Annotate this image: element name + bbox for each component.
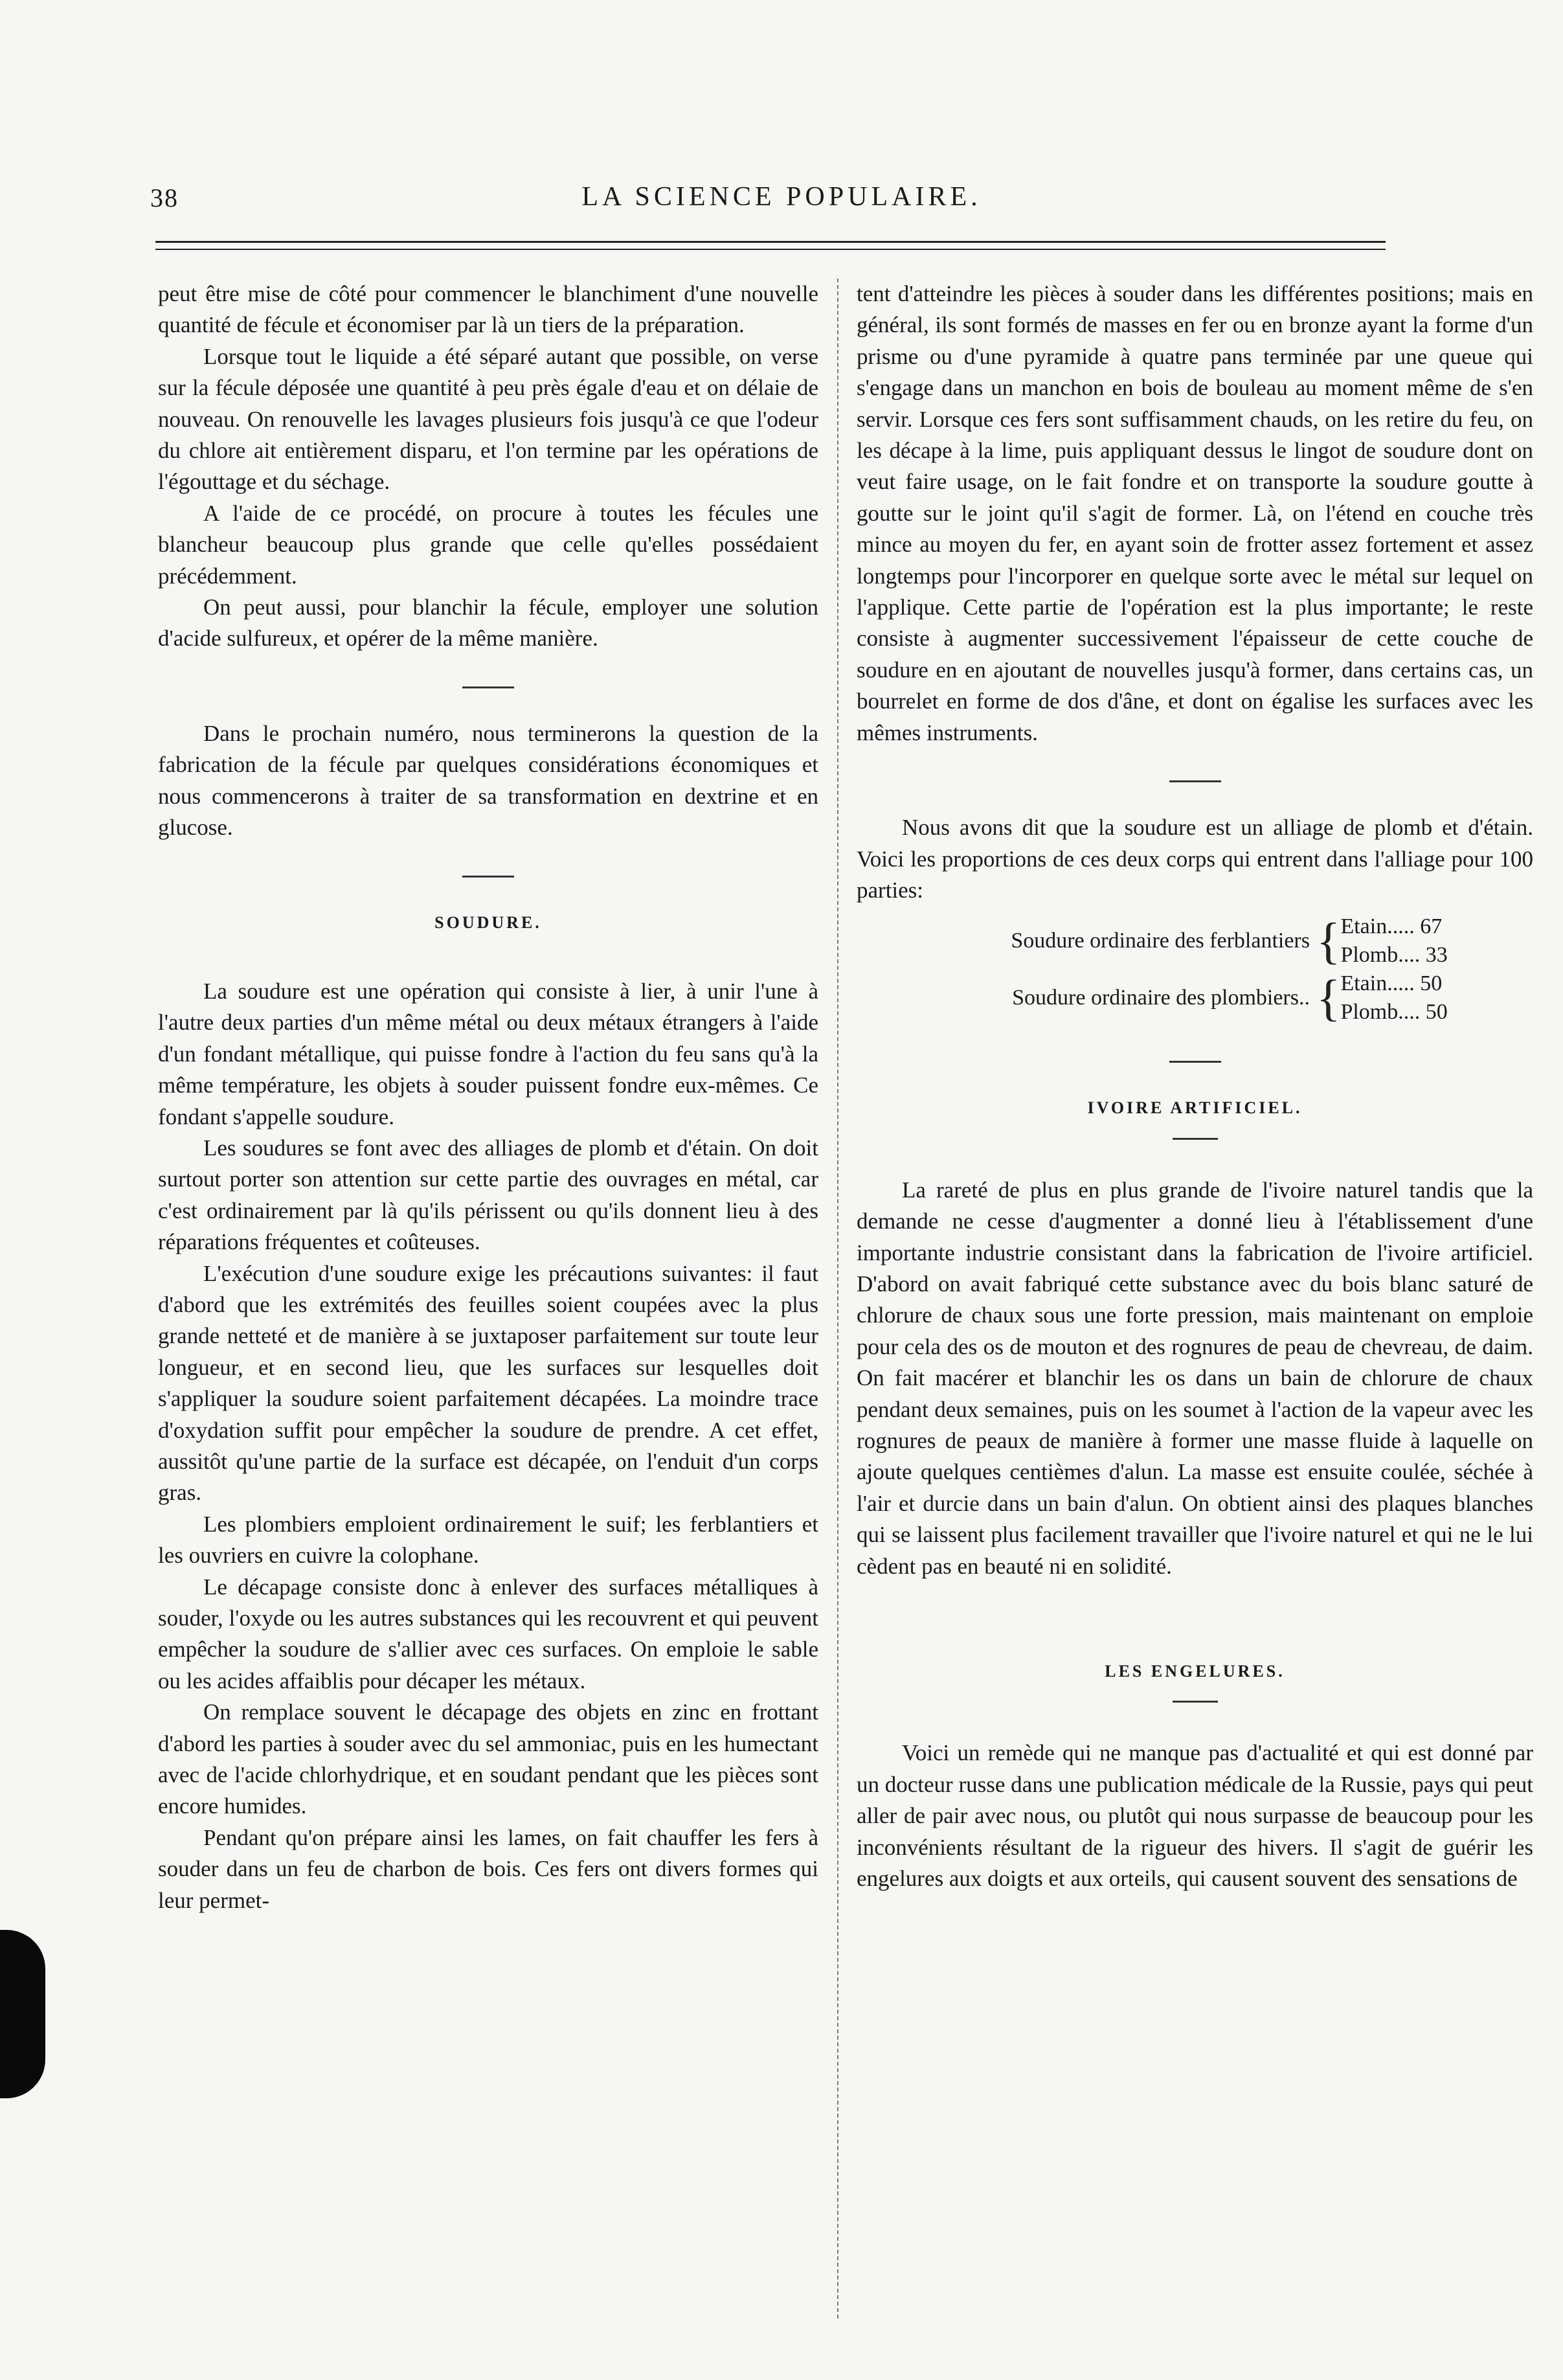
heading-dash [857, 1129, 1533, 1140]
table-row [857, 912, 1533, 969]
heading-dash [857, 1692, 1533, 1703]
alloy-component: Etain..... 67 [1340, 914, 1443, 939]
brace: { [1316, 912, 1341, 969]
alloy-component: Plomb.... 50 [1340, 1000, 1448, 1025]
paragraph: Les soudures se font avec des alliages de plomb et d'étain. On doit surtout porter son attention sur cette partie des ouvrages en métal, car c'est ordinairement par là qu'ils périssent ou qu'ils donnent lieu à des réparations fréquentes et coûteuses. [158, 1135, 818, 1255]
paragraph: Voici un remède qui ne manque pas d'actualité et qui est donné par un docteur russe dans une publication médicale de la Russie, pays qui peut aller de pair avec nous, ou plutôt qui nous surpasse de beaucoup pour les inconvénients résultant de la rigueur des hivers. Il s'agit de guérir les engelures aux doigts et aux orteils, qui causent souvent des sensations de [857, 1740, 1533, 1892]
section-separator [158, 678, 818, 688]
paragraph: Lorsque tout le liquide a été séparé autant que possible, on verse sur la fécule déposée une quantité à peu près égale d'eau et on délaie de nouveau. On renouvelle les lavages plusieurs fois jusqu'à ce que l'odeur du chlore ait entièrement disparu, et l'on termine par les opérations de l'égouttage et du séchage. [158, 343, 818, 495]
alloy-label: Soudure ordinaire des ferblantiers [1011, 929, 1310, 953]
page-number: 38 [150, 183, 179, 212]
paragraph: La rareté de plus en plus grande de l'ivoire naturel tandis que la demande ne cesse d'augmenter a donné lieu à l'établissement d'une importante industrie consistant dans la fabrication de l'ivoire artificiel. D'abord on avait fabriqué cette substance avec du bois blanc saturé de chlorure de chaux sous une forte pression, mais maintenant on emploie pour cela des os de mouton et des rognures de peau de chevreau, de daim. On fait macérer et blanchir les os dans un bain de chlorure de chaux pendant deux semaines, puis on les soumet à l'action de la vapeur avec les rognures de peaux de manière à former une masse fluide à laquelle on ajoute quelques centièmes d'alun. La masse est ensuite coulée, séchée à l'air et durcie dans un bain d'alun. On obtient ainsi des plaques blanches qui se laissent plus facilement travailler que l'ivoire naturel et qui ne le lui cèdent pas en beauté ni en solidité. [857, 1177, 1533, 1579]
paragraph: Le décapage consiste donc à enlever des surfaces métalliques à souder, l'oxyde ou les autres substances qui les recouvrent et qui peuvent empêcher la soudure de s'allier avec ces surfaces. On emploie le sable ou les acides affaiblis pour décaper les métaux. [158, 1574, 818, 1694]
solder-proportions-table [857, 912, 1533, 1026]
column-divider [837, 278, 838, 2318]
section-separator [158, 867, 818, 878]
paragraph: Pendant qu'on prépare ainsi les lames, on fait chauffer les fers à souder dans un feu de charbon de bois. Ces fers ont divers formes qui leur permet- [158, 1824, 818, 1913]
section-separator [857, 772, 1533, 782]
header-rule [155, 241, 1386, 243]
alloy-label: Soudure ordinaire des plombiers.. [1012, 986, 1310, 1010]
section-heading-soudure: SOUDURE. [434, 912, 542, 932]
scan-edge-mark [0, 1930, 45, 2098]
brace: { [1316, 969, 1341, 1026]
section-heading-ivoire: IVOIRE ARTIFICIEL. [1087, 1098, 1303, 1118]
alloy-component: Plomb.... 33 [1340, 943, 1448, 968]
paragraph: Dans le prochain numéro, nous terminerons la question de la fabrication de la fécule par quelques considérations économiques et nous commencerons à traiter de sa transformation en dextrine et en glucose. [158, 720, 818, 841]
paragraph: Nous avons dit que la soudure est un alliage de plomb et d'étain. Voici les proportions de ces deux corps qui entrent dans l'alliage pour 100 parties: [857, 815, 1533, 903]
left-column [158, 278, 818, 2318]
paragraph: A l'aide de ce procédé, on procure à toutes les fécules une blancheur beaucoup plus grande que celle qu'elles possédaient précédemment. [158, 500, 818, 589]
right-column [857, 278, 1533, 2318]
paragraph: On remplace souvent le décapage des objets en zinc en frottant d'abord les parties à souder avec du sel ammoniac, puis en les humectant avec de l'acide chlorhydrique, et en soudant pendant que les pièces sont encore humides. [158, 1699, 818, 1819]
section-heading-engelures: LES ENGELURES. [1105, 1662, 1285, 1681]
paragraph: La soudure est une opération qui consiste à lier, à unir l'une à l'autre deux parties d'un même métal ou deux métaux étrangers à l'aide d'un fondant métallique, qui puisse fondre à l'action du feu sans qu'à la même température, les objets à souder puissent fondre eux-mêmes. Ce fondant s'appelle soudure. [158, 978, 818, 1129]
table-row [857, 969, 1533, 1026]
paragraph: Les plombiers emploient ordinairement le suif; les ferblantiers et les ouvriers en cuivre la colophane. [158, 1511, 818, 1569]
header-rule-thin [155, 249, 1386, 250]
running-head: LA SCIENCE POPULAIRE. [581, 182, 982, 212]
paragraph: tent d'atteindre les pièces à souder dans les différentes positions; mais en général, ils sont formés de masses en fer ou en bronze ayant la forme d'un prisme ou d'une pyramide à quatre pans terminée par une queue qui s'engage dans un manchon en bois de bouleau au moment même de s'en servir. Lorsque ces fers sont suffisamment chauds, on les retire du feu, on les décape à la lime, puis appliquant dessus le lingot de soudure dont on veut faire usage, on le fait fondre et on transporte la soudure goutte à goutte sur le joint qu'il s'agit de former. Là, on l'étend en couche très mince au moyen du fer, en ayant soin de frotter assez fortement et assez longtemps pour l'incorporer en quelque sorte avec le métal sur lequel on l'applique. Cette partie de l'opération est la plus importante; le reste consiste à augmenter successivement l'épaisseur de cette couche de soudure en en ajoutant de nouvelles jusqu'à former, dans certains cas, un bourrelet en forme de dos d'âne, et dont on égalise les surfaces avec les mêmes instruments. [857, 281, 1533, 745]
section-separator [857, 1052, 1533, 1063]
paragraph: peut être mise de côté pour commencer le blanchiment d'une nouvelle quantité de fécule et économiser par là un tiers de la préparation. [158, 281, 818, 338]
paragraph: On peut aussi, pour blanchir la fécule, employer une solution d'acide sulfureux, et opérer de la même manière. [158, 595, 818, 652]
paragraph: L'exécution d'une soudure exige les précautions suivantes: il faut d'abord que les extrémités des feuilles soient coupées avec la plus grande netteté et de manière à se juxtaposer parfaitement sur toute leur longueur, et en second lieu, que les surfaces sur lesquelles doit s'appliquer la soudure soient parfaitement décapées. La moindre trace d'oxydation suffit pour empêcher la soudure de prendre. A cet effet, aussitôt qu'une partie de la surface est décapée, on l'enduit d'un corps gras. [158, 1260, 818, 1506]
alloy-component: Etain..... 50 [1340, 971, 1443, 996]
